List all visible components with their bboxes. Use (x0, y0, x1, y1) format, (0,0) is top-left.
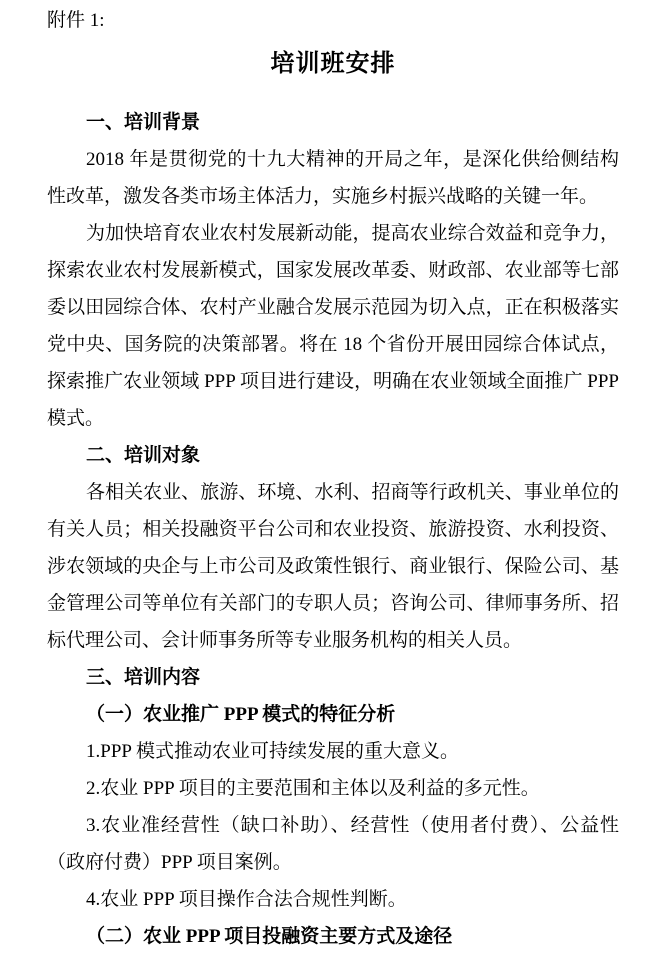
heading-training-audience: 二、培训对象 (86, 445, 201, 466)
list-item-1: 1.PPP 模式推动农业可持续发展的重大意义。 (86, 741, 459, 762)
document-title: 培训班安排 (270, 51, 396, 77)
subheading-section-1: （一）农业推广 PPP 模式的特征分析 (86, 704, 396, 725)
document-body (47, 104, 619, 955)
paragraph-background-1: 2018 年是贯彻党的十九大精神的开局之年，是深化供给侧结构性改革，激发各类市场主体活力，实施乡村振兴战略的关键一年。 (47, 149, 619, 207)
list-item-4: 4.农业 PPP 项目操作合法合规性判断。 (86, 889, 407, 910)
paragraph-audience: 各相关农业、旅游、环境、水利、招商等行政机关、事业单位的有关人员；相关投融资平台公司和农业投资、旅游投资、水利投资、涉农领域的央企与上市公司及政策性银行、商业银行、保险公司、基金管理公司等单位有关部门的专职人员；咨询公司、律师事务所、招标代理公司、会计师事务所等专业服务机构的相关人员。 (47, 482, 619, 651)
list-item-3: 3.农业准经营性（缺口补助）、经营性（使用者付费）、公益性（政府付费）PPP 项目案例。 (47, 815, 619, 873)
subheading-section-2: （二）农业 PPP 项目投融资主要方式及途径 (86, 926, 453, 947)
heading-training-background: 一、培训背景 (86, 112, 201, 133)
heading-training-content: 三、培训内容 (86, 667, 201, 688)
list-item-2: 2.农业 PPP 项目的主要范围和主体以及利益的多元性。 (86, 778, 540, 799)
paragraph-background-2: 为加快培育农业农村发展新动能，提高农业综合效益和竞争力，探索农业农村发展新模式，国家发展改革委、财政部、农业部等七部委以田园综合体、农村产业融合发展示范园为切入点，正在积极落实党中央、国务院的决策部署。将在 18 个省份开展田园综合体试点，探索推广农业领域 PPP 项目进行建设，明确在农业领域全面推广 PPP 模式。 (47, 223, 619, 429)
attachment-label: 附件 1: (47, 10, 105, 31)
